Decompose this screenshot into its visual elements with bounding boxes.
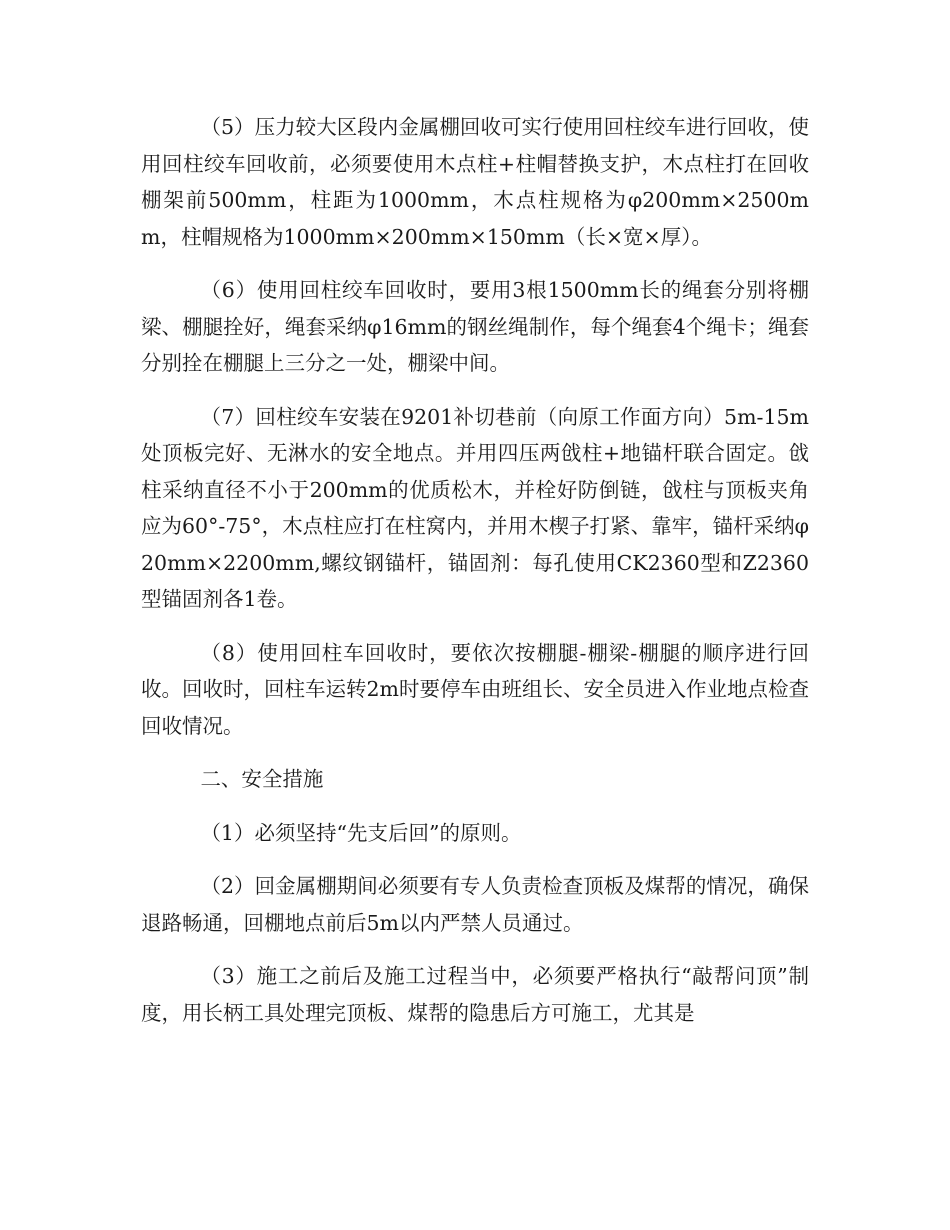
paragraph-5: （5）压力较大区段内金属棚回收可实行使用回柱绞车进行回收，使用回柱绞车回收前，必须要使用木点柱+柱帽替换支护，木点柱打在回收棚架前500mm，柱距为1000mm，木点柱规格为φ200mm×2500mm，柱帽规格为1000mm×200mm×150mm（长×宽×厚）。 bbox=[141, 115, 809, 249]
paragraph-6: （6）使用回柱绞车回收时，要用3根1500mm长的绳套分别将棚梁、棚腿拴好，绳套采纳φ16mm的钢丝绳制作，每个绳套4个绳卡；绳套分别拴在棚腿上三分之一处，棚梁中间。 bbox=[141, 278, 809, 375]
safety-paragraph-2: （2）回金属棚期间必须要有专人负责检查顶板及煤帮的情况，确保退路畅通，回棚地点前后5m以内严禁人员通过。 bbox=[141, 874, 809, 935]
paragraph-8: （8）使用回柱车回收时，要依次按棚腿-棚梁-棚腿的顺序进行回收。回收时，回柱车运转2m时要停车由班组长、安全员进入作业地点检查回收情况。 bbox=[141, 640, 809, 738]
safety-paragraph-3: （3）施工之前后及施工过程当中，必须要严格执行“敲帮问顶”制度，用长柄工具处理完顶板、煤帮的隐患后方可施工，尤其是 bbox=[141, 964, 809, 1025]
section-heading: 二、安全措施 bbox=[200, 767, 324, 791]
paragraph-7: （7）回柱绞车安装在9201补切巷前（向原工作面方向）5m-15m处顶板完好、无淋水的安全地点。并用四压两戗柱+地锚杆联合固定。戗柱采纳直径不小于200mm的优质松木，并栓好防倒链，戗柱与顶板夹角应为60°-75°，木点柱应打在柱窝内，并用木楔子打紧、靠牢，锚杆采纳φ20mm×2200mm,螺纹钢锚杆，锚固剂：每孔使用CK2360型和Z2360型锚固剂各1卷。 bbox=[141, 404, 809, 611]
safety-paragraph-1: （1）必须坚持“先支后回”的原则。 bbox=[200, 820, 522, 845]
document-body bbox=[141, 109, 809, 1048]
